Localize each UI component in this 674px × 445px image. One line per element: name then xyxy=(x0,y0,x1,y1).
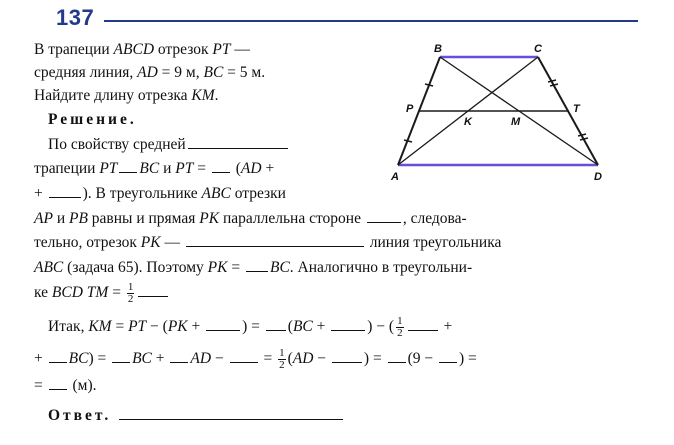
txt: . xyxy=(214,87,219,104)
blank[interactable] xyxy=(439,348,457,363)
txt: AD xyxy=(137,64,158,81)
txt: линия треугольника xyxy=(365,234,502,251)
txt: KM xyxy=(191,87,215,104)
blank[interactable] xyxy=(188,134,288,149)
text-line-6 xyxy=(34,158,274,179)
txt: = xyxy=(108,284,125,302)
problem-header xyxy=(0,0,674,36)
txt: тельно, отрезок xyxy=(34,234,141,251)
txt: BC xyxy=(292,318,313,336)
txt: ABCD xyxy=(113,41,155,58)
txt: = xyxy=(227,259,244,276)
txt: (9 − xyxy=(407,350,437,368)
txt: В трапеции xyxy=(34,41,114,58)
text-line-9 xyxy=(34,232,501,253)
blank[interactable] xyxy=(246,257,268,272)
solution-heading xyxy=(48,110,137,130)
tick-ct1 xyxy=(548,80,556,82)
blank[interactable] xyxy=(186,232,364,247)
trapezoid-figure xyxy=(388,40,618,185)
txt: параллельна стороне xyxy=(219,210,365,227)
txt: − ( xyxy=(146,318,168,336)
txt: BC xyxy=(269,259,290,276)
txt: AD xyxy=(240,160,262,177)
txt: ) = xyxy=(363,350,386,368)
txt: 2 xyxy=(127,293,134,305)
txt: 1 xyxy=(127,281,134,293)
tick-ap xyxy=(404,140,412,142)
blank[interactable] xyxy=(388,348,406,363)
txt: − xyxy=(211,350,228,368)
txt: = xyxy=(193,160,210,177)
txt: средняя линия, xyxy=(34,64,138,81)
txt: KM xyxy=(88,318,112,336)
text-line-5 xyxy=(48,134,290,155)
txt: + xyxy=(151,350,169,368)
txt: ке xyxy=(34,284,52,302)
txt: PT xyxy=(212,41,231,58)
txt: ) = xyxy=(458,350,477,368)
txt: отрезок xyxy=(154,41,213,58)
txt: — xyxy=(230,41,250,58)
txt: BC xyxy=(139,160,160,177)
txt: PT xyxy=(175,160,194,177)
txt: трапеции xyxy=(34,160,100,177)
answer-blank[interactable] xyxy=(119,405,343,420)
txt: ABC xyxy=(201,185,231,202)
blank[interactable] xyxy=(119,158,137,173)
label-m: M xyxy=(511,116,521,128)
txt: , следова- xyxy=(402,210,467,227)
fraction-half xyxy=(278,348,286,371)
tick-td1 xyxy=(578,134,586,136)
txt: Решение. xyxy=(48,111,137,128)
txt: — xyxy=(160,234,184,251)
txt: (м). xyxy=(68,377,97,394)
txt: BC xyxy=(132,350,152,368)
txt: 2 xyxy=(397,327,403,339)
text-line-14 xyxy=(34,375,97,396)
label-a: A xyxy=(391,171,399,183)
txt: (задача 65). Поэтому xyxy=(63,259,208,276)
txt: PK xyxy=(167,318,188,336)
txt: AD xyxy=(190,350,212,368)
txt: BC xyxy=(203,64,224,81)
txt: BCD TM xyxy=(51,284,109,302)
txt: PK xyxy=(199,210,220,227)
txt: = xyxy=(34,377,47,394)
txt: и xyxy=(52,210,69,227)
blank[interactable] xyxy=(331,316,365,331)
header-rule xyxy=(104,20,638,22)
blank[interactable] xyxy=(49,348,67,363)
txt: 1 xyxy=(397,315,403,327)
text-line-8 xyxy=(34,208,467,229)
blank[interactable] xyxy=(112,348,130,363)
txt: равны и прямая xyxy=(87,210,200,227)
text-line-13 xyxy=(34,348,477,371)
label-t: T xyxy=(573,103,580,115)
blank[interactable] xyxy=(266,316,286,331)
txt: ) = xyxy=(242,318,264,336)
tick-ct2 xyxy=(550,84,558,86)
problem-number: 137 xyxy=(56,5,95,30)
label-p: P xyxy=(406,103,414,115)
text-line-2 xyxy=(34,63,265,83)
tick-pb xyxy=(425,84,433,86)
txt: BC xyxy=(68,350,89,368)
label-b: B xyxy=(434,43,442,55)
txt: PK xyxy=(140,234,161,251)
fraction-half xyxy=(396,316,404,339)
txt: ) = xyxy=(88,350,111,368)
txt: + xyxy=(34,185,47,202)
txt: + xyxy=(439,318,453,336)
txt: и xyxy=(159,160,176,177)
txt: ABC xyxy=(34,259,64,276)
answer-line xyxy=(48,405,345,426)
blank[interactable] xyxy=(408,316,438,331)
blank[interactable] xyxy=(367,208,401,223)
txt: = 5 м. xyxy=(223,64,266,81)
blank[interactable] xyxy=(49,183,81,198)
tick-td2 xyxy=(580,138,588,140)
txt: PK xyxy=(207,259,228,276)
txt: . Аналогично в треугольни- xyxy=(289,259,473,276)
blank[interactable] xyxy=(206,316,240,331)
txt: отрезки xyxy=(230,185,286,202)
txt: PB xyxy=(68,210,88,227)
label-d: D xyxy=(594,171,602,183)
text-line-1 xyxy=(34,40,250,60)
txt: + xyxy=(261,160,275,177)
txt: 1 xyxy=(279,347,285,359)
txt: ( xyxy=(231,160,241,177)
txt: По свойству средней xyxy=(48,136,186,153)
blank[interactable] xyxy=(49,375,67,390)
txt: ). В треугольнике xyxy=(82,185,202,202)
txt: = xyxy=(259,350,277,368)
txt: AP xyxy=(34,210,53,227)
txt: PT xyxy=(99,160,118,177)
blank[interactable] xyxy=(230,348,258,363)
text-line-12 xyxy=(48,316,452,339)
txt: ) − ( xyxy=(367,318,395,336)
txt: Найдите длину отрезка xyxy=(34,87,192,104)
label-c: C xyxy=(534,43,542,55)
txt: − xyxy=(313,350,330,368)
txt: ( xyxy=(287,318,293,336)
txt: + xyxy=(34,350,47,368)
txt: 2 xyxy=(279,359,285,371)
fraction-half xyxy=(127,282,135,305)
blank[interactable] xyxy=(138,282,168,297)
blank[interactable] xyxy=(212,158,230,173)
txt: Итак, xyxy=(48,318,89,336)
txt: PT xyxy=(128,318,147,336)
blank[interactable] xyxy=(332,348,362,363)
text-line-3 xyxy=(34,86,219,106)
txt: + xyxy=(187,318,205,336)
text-line-11 xyxy=(34,282,170,305)
blank[interactable] xyxy=(170,348,188,363)
txt: = 9 м, xyxy=(157,64,204,81)
answer-label: Ответ. xyxy=(48,407,112,424)
txt: = xyxy=(111,318,129,336)
label-k: K xyxy=(464,116,472,128)
text-line-10 xyxy=(34,257,472,278)
txt: AD xyxy=(292,350,314,368)
txt: + xyxy=(312,318,330,336)
text-line-7 xyxy=(34,183,286,204)
txt: ( xyxy=(287,350,293,368)
